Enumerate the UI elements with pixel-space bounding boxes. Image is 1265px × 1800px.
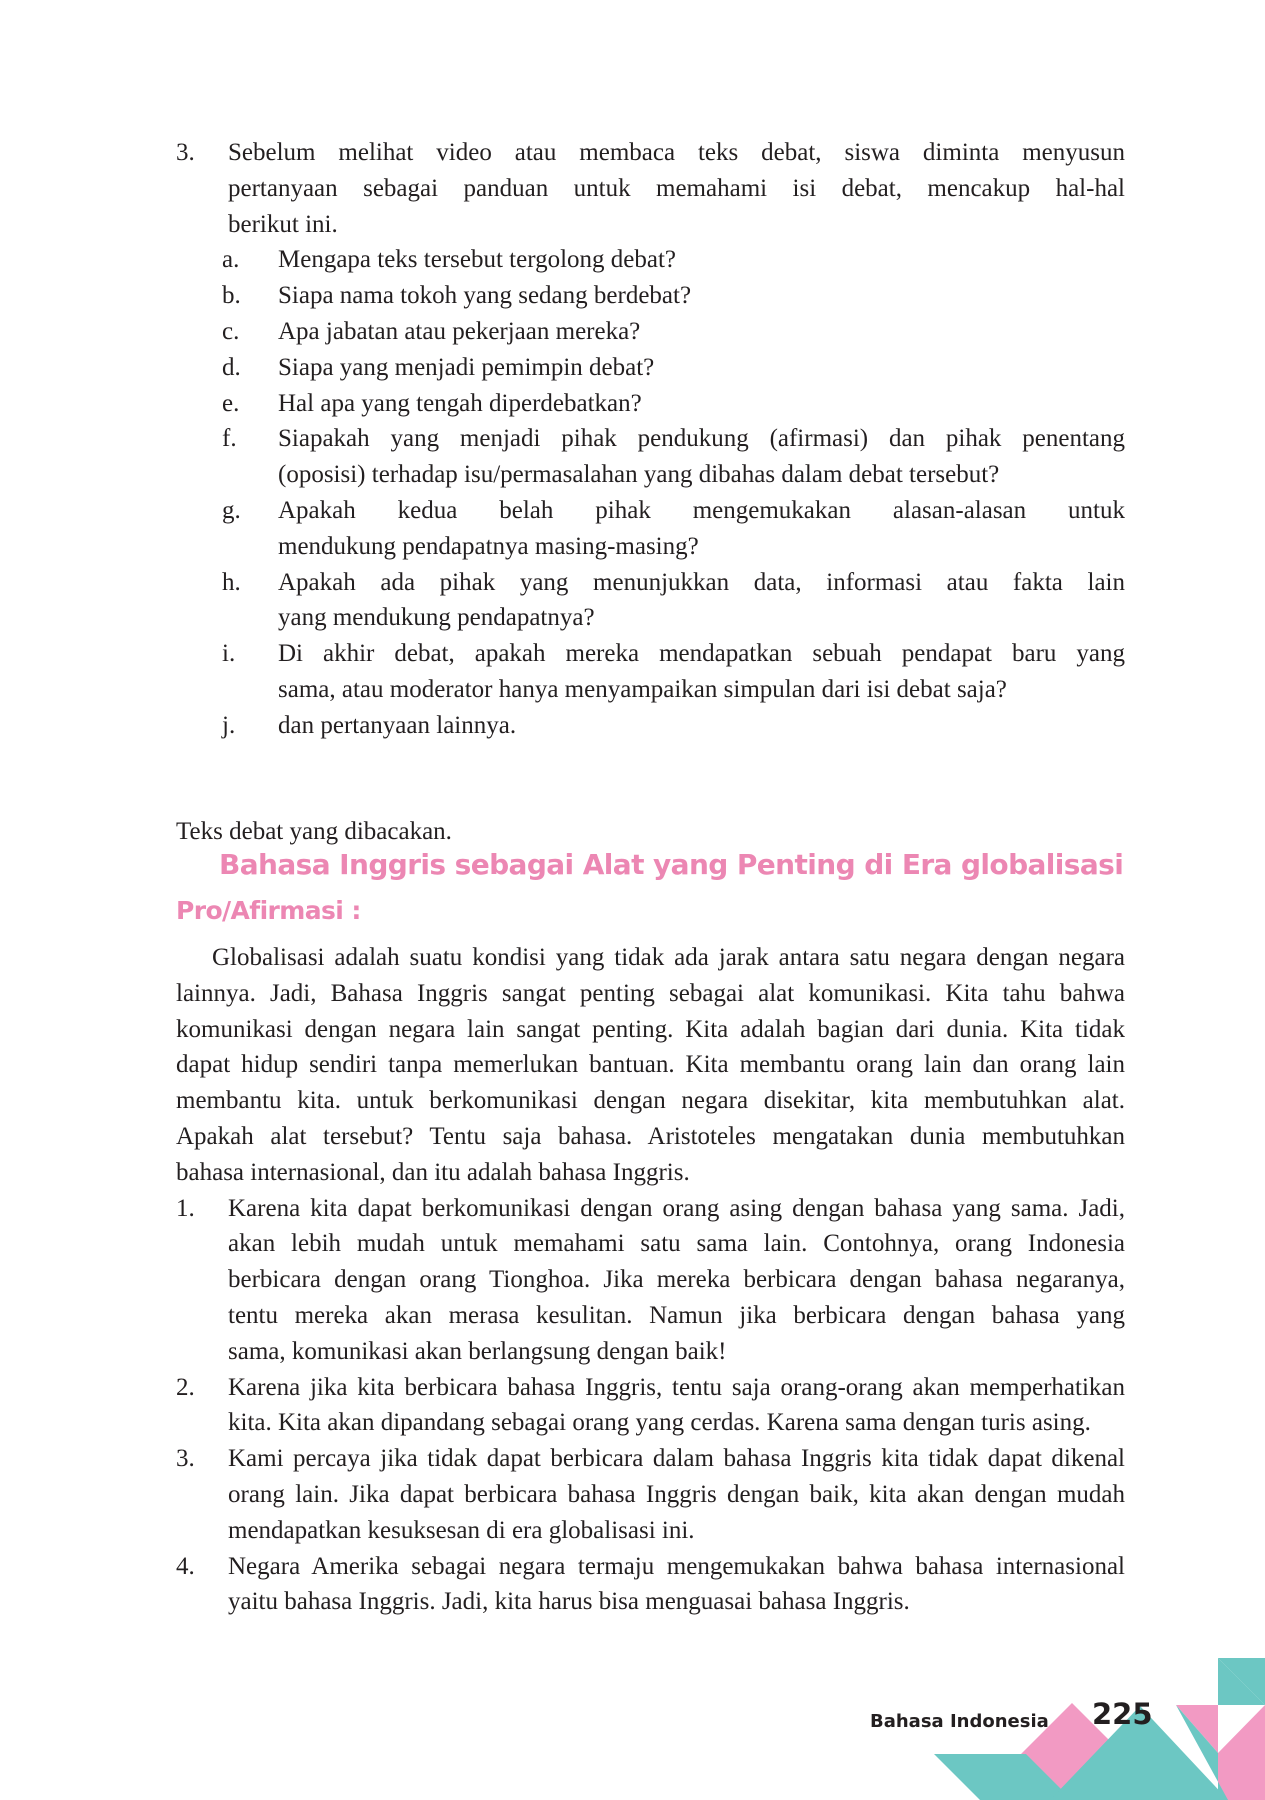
book-title: Bahasa Indonesia — [870, 1711, 1049, 1732]
argument-line: Negara Amerika sebagai negara termaju mengemukakan bahwa bahasa internasional — [228, 1552, 1125, 1580]
sub-item-text: Mengapa teks tersebut tergolong debat? — [278, 246, 677, 274]
intro-text: Teks debat yang dibacakan. — [176, 818, 452, 845]
sub-item-letter: a. — [222, 246, 240, 274]
argument-line: yaitu bahasa Inggris. Jadi, kita harus bisa menguasai bahasa Inggris. — [228, 1588, 910, 1616]
paragraph-line: Apakah alat tersebut? Tentu saja bahasa. Aristoteles mengatakan dunia membutuhkan — [176, 1123, 1125, 1150]
argument-line: akan lebih mudah untuk memahami satu sama lain. Contohnya, orang Indonesia — [228, 1230, 1125, 1258]
paragraph-line: Globalisasi adalah suatu kondisi yang tidak ada jarak antara satu negara dengan negara — [212, 944, 1125, 971]
question-line: Sebelum melihat video atau membaca teks debat, siswa diminta menyusun — [228, 139, 1125, 166]
argument-line: tentu mereka akan merasa kesulitan. Namun jika berbicara dengan bahasa yang — [228, 1302, 1125, 1329]
sub-item-letter: h. — [222, 568, 241, 596]
argument-number: 2. — [176, 1373, 195, 1401]
paragraph-line: lainnya. Jadi, Bahasa Inggris sangat penting sebagai alat komunikasi. Kita tahu bahwa — [176, 979, 1125, 1007]
argument-line: kita. Kita akan dipandang sebagai orang yang cerdas. Karena sama dengan turis asing. — [228, 1409, 1091, 1437]
argument-number: 1. — [176, 1194, 195, 1222]
sub-item-text: Apakah ada pihak yang menunjukkan data, informasi atau fakta lain — [278, 568, 1125, 596]
argument-line: orang lain. Jika dapat berbicara bahasa Inggris dengan baik, kita akan dengan mudah — [228, 1481, 1125, 1508]
sub-item-text: Hal apa yang tengah diperdebatkan? — [278, 389, 642, 417]
sub-item-text: Apa jabatan atau pekerjaan mereka? — [278, 318, 641, 345]
question-line: pertanyaan sebagai panduan untuk memahami isi debat, mencakup hal-hal — [228, 174, 1125, 202]
paragraph-line: bahasa internasional, dan itu adalah bahasa Inggris. — [176, 1158, 690, 1186]
sub-item-letter: f. — [222, 425, 237, 453]
sub-item-letter: i. — [222, 640, 236, 668]
paragraph-line: membantu kita. untuk berkomunikasi dengan negara disekitar, kita membutuhkan alat. — [176, 1087, 1125, 1115]
sub-item-letter: c. — [222, 318, 240, 345]
sub-item-text: yang mendukung pendapatnya? — [278, 604, 595, 632]
argument-line: mendapatkan kesuksesan di era globalisasi ini. — [228, 1516, 695, 1544]
question-number: 3. — [176, 139, 195, 166]
argument-line: sama, komunikasi akan berlangsung dengan baik! — [228, 1337, 727, 1365]
sub-item-text: dan pertanyaan lainnya. — [278, 711, 517, 739]
argument-line: Karena jika kita berbicara bahasa Inggris, tentu saja orang-orang akan memperhatikan — [228, 1373, 1125, 1401]
argument-line: berbicara dengan orang Tionghoa. Jika mereka berbicara dengan bahasa negaranya, — [228, 1266, 1125, 1294]
argument-line: Karena kita dapat berkomunikasi dengan orang asing dengan bahasa yang sama. Jadi, — [228, 1194, 1125, 1222]
debate-title: Bahasa Inggris sebagai Alat yang Penting di Era globalisasi — [219, 848, 1124, 881]
sub-item-letter: d. — [222, 353, 241, 381]
sub-item-text: (oposisi) terhadap isu/permasalahan yang dibahas dalam debat tersebut? — [278, 461, 1000, 489]
paragraph-line: dapat hidup sendiri tanpa memerlukan bantuan. Kita membantu orang lain dan orang lain — [176, 1051, 1125, 1079]
sub-item-text: Di akhir debat, apakah mereka mendapatkan sebuah pendapat baru yang — [278, 640, 1125, 668]
question-line: berikut ini. — [228, 210, 338, 238]
sub-item-letter: j. — [222, 711, 236, 739]
argument-line: Kami percaya jika tidak dapat berbicara dalam bahasa Inggris kita tidak dapat dikenal — [228, 1445, 1125, 1473]
argument-number: 3. — [176, 1445, 195, 1473]
sub-item-text: mendukung pendapatnya masing-masing? — [278, 532, 699, 560]
sub-item-text: sama, atau moderator hanya menyampaikan simpulan dari isi debat saja? — [278, 676, 1007, 703]
sub-item-text: Siapakah yang menjadi pihak pendukung (afirmasi) dan pihak penentang — [278, 425, 1125, 453]
sub-item-text: Siapa nama tokoh yang sedang berdebat? — [278, 282, 692, 310]
argument-number: 4. — [176, 1552, 195, 1580]
page-number: 225 — [1092, 1697, 1153, 1731]
paragraph-line: komunikasi dengan negara lain sangat penting. Kita adalah bagian dari dunia. Kita tidak — [176, 1015, 1125, 1043]
sub-item-letter: g. — [222, 497, 241, 524]
sub-item-text: Apakah kedua belah pihak mengemukakan alasan-alasan untuk — [278, 497, 1125, 524]
sub-item-text: Siapa yang menjadi pemimpin debat? — [278, 353, 655, 381]
sub-item-letter: e. — [222, 389, 240, 417]
side-label: Pro/Afirmasi : — [176, 896, 361, 925]
sub-item-letter: b. — [222, 282, 241, 310]
